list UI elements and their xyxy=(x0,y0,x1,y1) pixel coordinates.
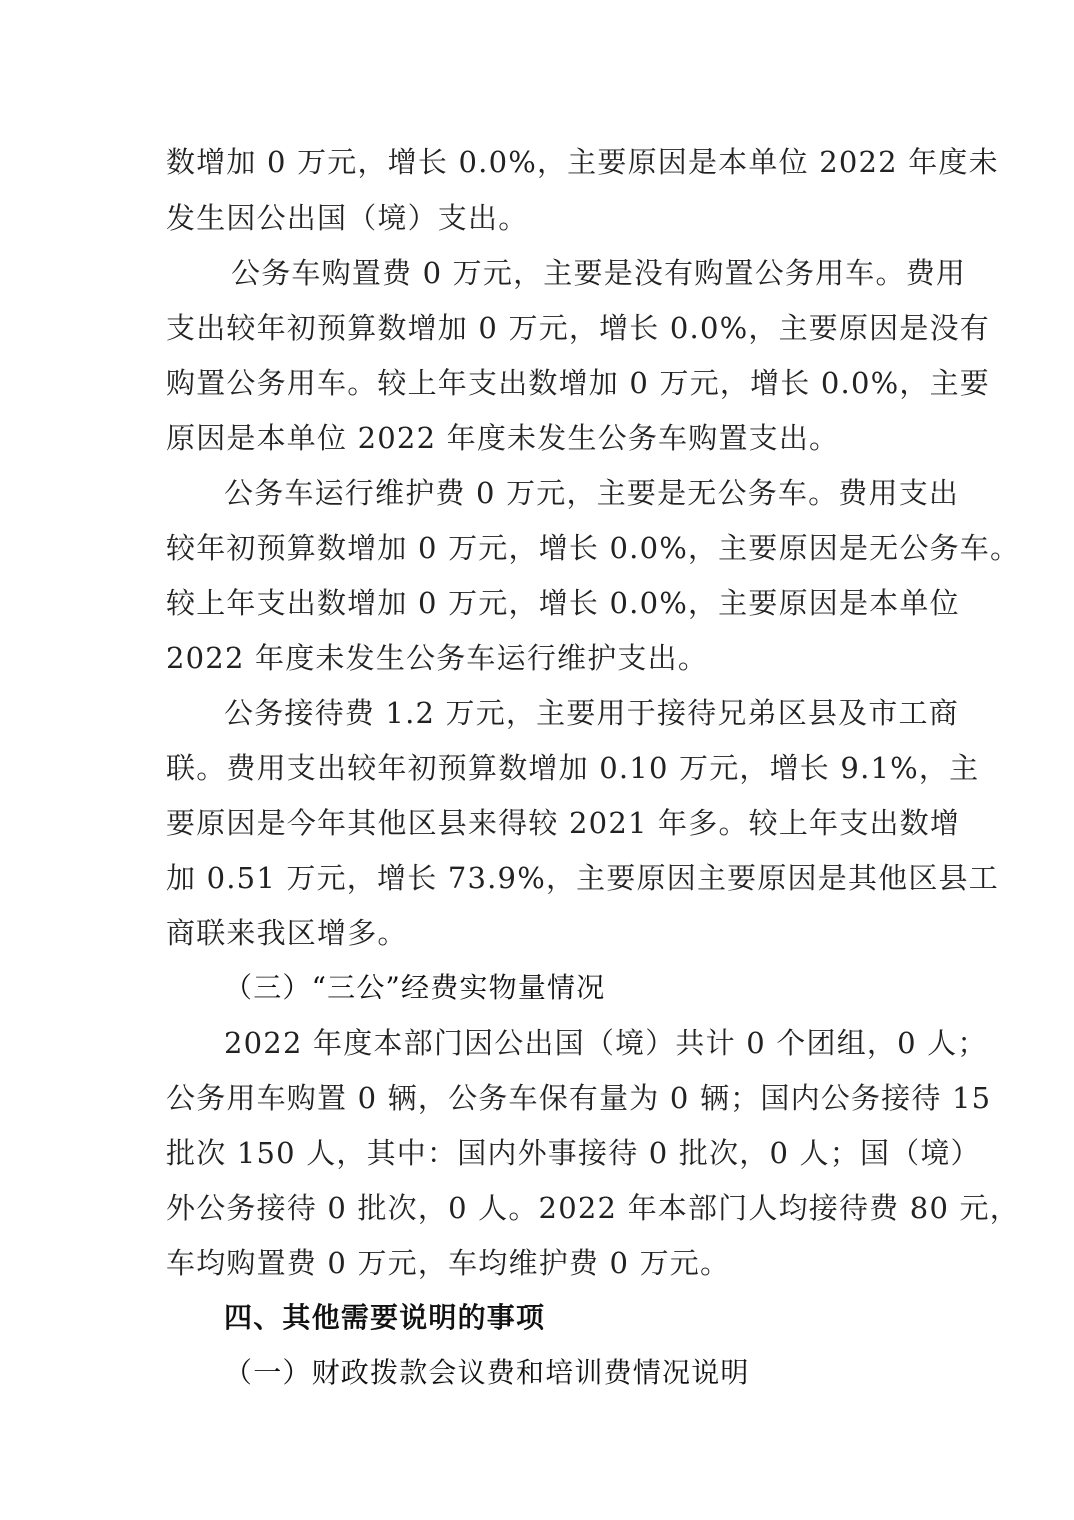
paragraph-line: 购置公务用车。较上年支出数增加 0 万元，增长 0.0%，主要 xyxy=(166,366,990,400)
paragraph-line: 公务接待费 1.2 万元，主要用于接待兄弟区县及市工商 xyxy=(224,696,959,730)
paragraph-line: 加 0.51 万元，增长 73.9%，主要原因主要原因是其他区县工 xyxy=(166,861,999,895)
paragraph-line: 公务用车购置 0 辆，公务车保有量为 0 辆；国内公务接待 15 xyxy=(166,1081,992,1115)
section-heading: 四、其他需要说明的事项 xyxy=(224,1301,546,1334)
paragraph-line: 较年初预算数增加 0 万元，增长 0.0%，主要原因是无公务车。 xyxy=(166,531,1021,565)
paragraph-line: 公务车购置费 0 万元，主要是没有购置公务用车。费用 xyxy=(231,256,967,290)
paragraph-line: 2022 年度本部门因公出国（境）共计 0 个团组，0 人； xyxy=(224,1026,988,1060)
paragraph-line: 公务车运行维护费 0 万元，主要是无公务车。费用支出 xyxy=(224,476,960,510)
paragraph-line: 原因是本单位 2022 年度未发生公务车购置支出。 xyxy=(166,421,840,455)
paragraph-line: 联。费用支出较年初预算数增加 0.10 万元，增长 9.1%，主 xyxy=(166,751,980,785)
paragraph-line: 数增加 0 万元，增长 0.0%，主要原因是本单位 2022 年度未 xyxy=(166,145,999,179)
paragraph-line: 较上年支出数增加 0 万元，增长 0.0%，主要原因是本单位 xyxy=(166,586,960,620)
subsection-heading: （一）财政拨款会议费和培训费情况说明 xyxy=(224,1356,750,1389)
paragraph-line: 外公务接待 0 批次，0 人。2022 年本部门人均接待费 80 元， xyxy=(166,1191,1020,1225)
paragraph-line: 要原因是今年其他区县来得较 2021 年多。较上年支出数增 xyxy=(166,806,961,840)
paragraph-line: 发生因公出国（境）支出。 xyxy=(166,201,529,235)
paragraph-line: 支出较年初预算数增加 0 万元，增长 0.0%，主要原因是没有 xyxy=(166,311,990,345)
paragraph-line: 批次 150 人，其中：国内外事接待 0 批次，0 人；国（境） xyxy=(166,1136,981,1170)
paragraph-line: 商联来我区增多。 xyxy=(166,916,408,950)
section-heading: （三）“三公”经费实物量情况 xyxy=(224,971,606,1004)
paragraph-line: 2022 年度未发生公务车运行维护支出。 xyxy=(166,641,709,675)
paragraph-line: 车均购置费 0 万元，车均维护费 0 万元。 xyxy=(166,1246,731,1280)
